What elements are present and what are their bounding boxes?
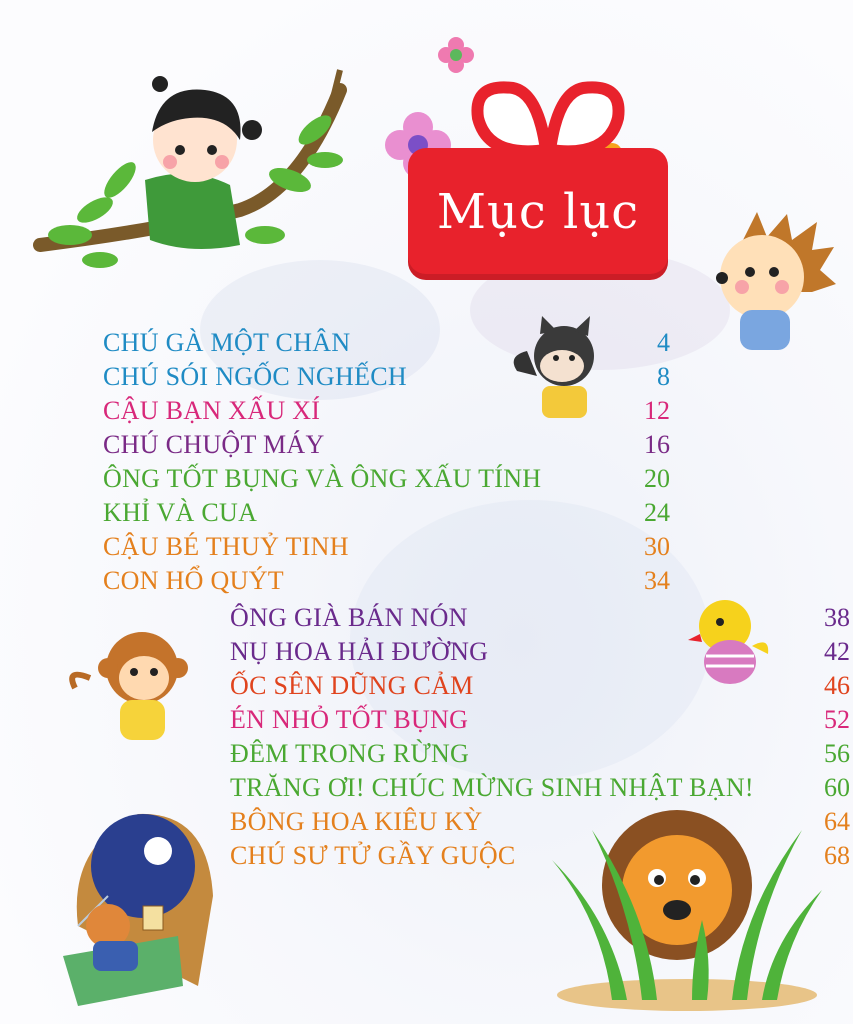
toc-entry-title: KHỈ VÀ CUA xyxy=(103,498,258,527)
toc-entry-title: ÉN NHỎ TỐT BỤNG xyxy=(230,705,469,734)
toc-entry-page-number: 46 xyxy=(824,671,850,700)
toc-entry-title: CHÚ GÀ MỘT CHÂN xyxy=(103,328,351,357)
toc-list-1 xyxy=(103,328,673,598)
toc-entry-page-number: 56 xyxy=(824,739,850,768)
toc-entry-title: CON HỔ QUÝT xyxy=(103,566,284,595)
toc-entry-title: TRĂNG ƠI! CHÚC MỪNG SINH NHẬT BẠN! xyxy=(230,773,754,802)
toc-entry-page-number: 30 xyxy=(644,532,670,561)
toc-entry-page-number: 64 xyxy=(824,807,850,836)
toc-entry-title: ÔNG GIÀ BÁN NÓN xyxy=(230,603,468,632)
toc-entry-page-number: 60 xyxy=(824,773,850,802)
toc-entry-page-number: 16 xyxy=(644,430,670,459)
toc-entry-page-number: 42 xyxy=(824,637,850,666)
toc-entry-page-number: 34 xyxy=(644,566,670,595)
hedgehog-illustration xyxy=(712,212,837,362)
toc-entry-title: ĐÊM TRONG RỪNG xyxy=(230,739,470,768)
night-moon-illustration xyxy=(58,806,218,1014)
title-banner xyxy=(408,148,668,280)
toc-entry-page-number: 4 xyxy=(657,328,670,357)
toc-entry-page-number: 52 xyxy=(824,705,850,734)
toc-entry-title: CHÚ SƯ TỬ GẦY GUỘC xyxy=(230,841,516,870)
toc-entry-page-number: 8 xyxy=(657,362,670,391)
monkey-illustration xyxy=(70,628,190,750)
toc-entry-page-number: 38 xyxy=(824,603,850,632)
gift-bow-icon xyxy=(468,68,628,158)
toc-entry-page-number: 20 xyxy=(644,464,670,493)
toc-entry-title: ÔNG TỐT BỤNG VÀ ÔNG XẤU TÍNH xyxy=(103,464,542,493)
toc-entry-title: BÔNG HOA KIÊU KỲ xyxy=(230,807,483,836)
toc-entry-title: NỤ HOA HẢI ĐƯỜNG xyxy=(230,637,489,666)
toc-entry-title: ỐC SÊN DŨNG CẢM xyxy=(230,671,474,700)
toc-entry-title: CẬU BẠN XẤU XÍ xyxy=(103,396,321,425)
girl-on-branch-illustration xyxy=(40,70,350,290)
toc-entry-page-number: 24 xyxy=(644,498,670,527)
toc-entry-page-number: 68 xyxy=(824,841,850,870)
toc-list-2 xyxy=(230,603,852,873)
page-title: Mục lục xyxy=(436,184,640,240)
toc-entry-title: CẬU BÉ THUỶ TINH xyxy=(103,532,349,561)
toc-entry-title: CHÚ CHUỘT MÁY xyxy=(103,430,325,459)
toc-entry-title: CHÚ SÓI NGỐC NGHẾCH xyxy=(103,362,407,391)
toc-entry-page-number: 12 xyxy=(644,396,670,425)
